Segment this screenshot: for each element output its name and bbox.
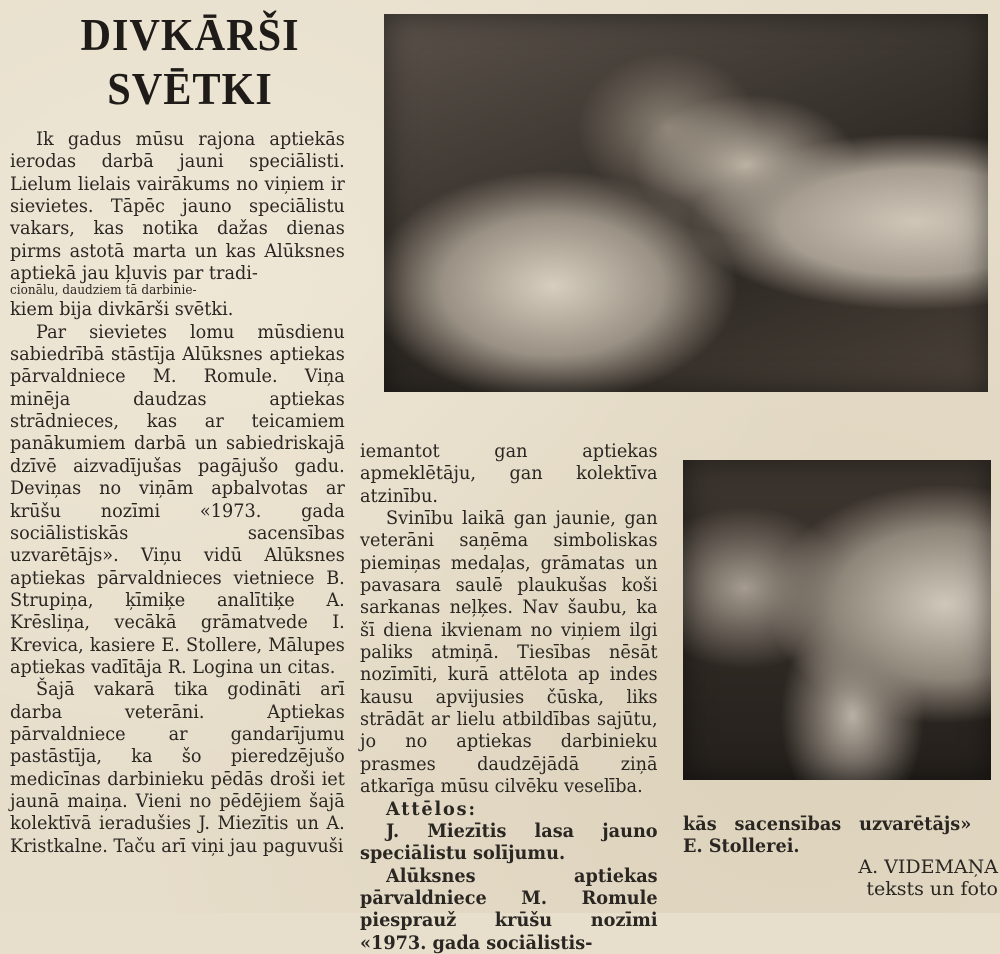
byline [828, 856, 998, 900]
paragraph: iemantot gan aptiekas apmeklētāju, gan kolektīva atzinību. [360, 440, 658, 507]
article-column-1 [10, 128, 345, 857]
headline-line-2: SVĒTKI [107, 63, 273, 114]
paragraph: kiem bija divkārši svētki. [10, 298, 234, 321]
byline-author: A. VIDEMAŅA [858, 856, 998, 878]
caption-heading: Attēlos: [386, 797, 477, 820]
byline-role: teksts un foto [866, 878, 998, 900]
photo-pinning-badge [683, 460, 991, 780]
headline [52, 8, 328, 116]
photo-reading-oath [384, 14, 988, 392]
paragraph: Par sievietes lomu mūsdienu sabiedrībā stāstīja Alūksnes aptiekas pārvaldniece M. Romule. Viņa minēja daudzas aptiekas strādnieces, kas ar teicamiem panākumiem darbā un sabiedriskajā dzīvē aizvadījušas pagājušo gadu. Deviņas no viņām apbalvotas ar krūšu nozīmi «1973. gada sociālistiskās sacensības uzvarētājs». Viņu vidū Alūksnes aptiekas pārvaldnieces vietniece B. Strupiņa, ķīmiķe analītiķe A. Krēsliņa, vecākā grāmatvede I. Krevica, kasiere E. Stollere, Mālupes aptiekas vadītāja R. Logina un citas. [10, 320, 345, 678]
caption-2: Alūksnes aptiekas pārvaldniece M. Romule piesprauž krūšu nozīmi «1973. gada sociālistis- [360, 864, 658, 954]
paragraph-small-line: cionālu, daudziem tā darbinie- [10, 283, 197, 299]
paragraph: Ik gadus mūsu rajona aptiekās ierodas darbā jauni speciālisti. Lielum lielais vairākums no viņiem ir sievietes. Tāpēc jauno speciālistu vakars, kas notika dažas dienas pirms astotā marta un kas Alūksnes aptiekā jau kļuvis par tradi- [10, 128, 345, 285]
paragraph: Šajā vakarā tika godināti arī darba veterāni. Aptiekas pārvaldniece ar gandarījumu pastāstīja, ka šo pieredzējušo medicīnas darbinieku pēdās droši iet jaunā maiņa. Vieni no pēdējiem šajā kolektīvā ieradušies J. Miezītis un A. Kristkalne. Taču arī viņi jau paguvuši [10, 678, 345, 857]
headline-line-1: DIVKĀRŠI [80, 9, 300, 60]
caption-continuation: kās sacensības uzvarētājs» E. Stollerei. [683, 813, 972, 857]
caption-1: J. Miezītis lasa jauno speciālistu solījumu. [360, 819, 658, 865]
paragraph: Svinību laikā gan jaunie, gan veterāni saņēma simboliskas piemiņas medaļas, grāmatas un pavasara saulē plaukušas koši sarkanas neļķes. Nav šaubu, ka šī diena ikvienam no viņiem ilgi paliks atmiņā. Tiesības nēsāt nozīmīti, kurā attēlota ap indes kausu apvijusies čūska, liks strādāt ar lielu atbildības sajūtu, jo no aptiekas darbinieku prasmes daudzējādā ziņā atkarīga mūsu cilvēku veselība. [360, 507, 658, 798]
article-column-2 [360, 440, 658, 954]
